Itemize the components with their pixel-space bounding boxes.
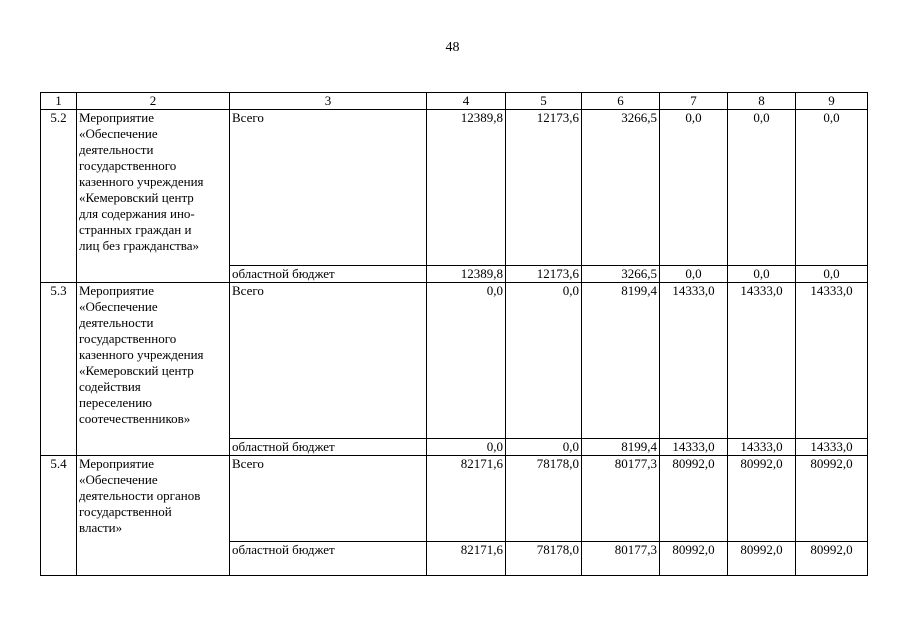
value-cell: 12173,6	[506, 110, 582, 266]
funding-source: Всего	[230, 456, 427, 542]
title-line: «Обеспечение	[79, 126, 158, 141]
value-cell: 14333,0	[728, 283, 796, 439]
column-header: 2	[77, 93, 230, 110]
value-cell: 14333,0	[796, 439, 868, 456]
budget-table	[40, 92, 868, 576]
table-row	[41, 456, 868, 542]
title-line: переселению	[79, 395, 152, 410]
value-cell: 0,0	[660, 110, 728, 266]
title-line: «Кемеровский центр	[79, 190, 194, 205]
row-index: 5.4	[41, 456, 77, 576]
table-row	[41, 110, 868, 266]
title-line: «Обеспечение	[79, 472, 158, 487]
value-cell: 80992,0	[660, 542, 728, 576]
value-cell: 0,0	[728, 266, 796, 283]
value-cell: 80177,3	[582, 542, 660, 576]
title-line: Мероприятие	[79, 456, 154, 471]
title-line: для содержания ино-	[79, 206, 195, 221]
title-line: содействия	[79, 379, 141, 394]
value-cell: 12389,8	[427, 110, 506, 266]
value-cell: 12389,8	[427, 266, 506, 283]
column-header: 5	[506, 93, 582, 110]
activity-title	[77, 110, 230, 283]
column-header: 1	[41, 93, 77, 110]
value-cell: 0,0	[506, 283, 582, 439]
activity-title	[77, 456, 230, 576]
value-cell: 82171,6	[427, 456, 506, 542]
value-cell: 0,0	[796, 266, 868, 283]
value-cell: 80992,0	[728, 456, 796, 542]
value-cell: 8199,4	[582, 439, 660, 456]
value-cell: 0,0	[728, 110, 796, 266]
title-line: государственного	[79, 331, 177, 346]
value-cell: 78178,0	[506, 456, 582, 542]
funding-source: областной бюджет	[230, 266, 427, 283]
value-cell: 0,0	[796, 110, 868, 266]
value-cell: 14333,0	[660, 283, 728, 439]
funding-source: областной бюджет	[230, 439, 427, 456]
value-cell: 14333,0	[660, 439, 728, 456]
value-cell: 80177,3	[582, 456, 660, 542]
title-line: казенного учреждения	[79, 347, 204, 362]
value-cell: 82171,6	[427, 542, 506, 576]
title-line: странных граждан и	[79, 222, 192, 237]
title-line: Мероприятие	[79, 283, 154, 298]
value-cell: 3266,5	[582, 110, 660, 266]
title-line: лиц без гражданства»	[79, 238, 200, 253]
value-cell: 78178,0	[506, 542, 582, 576]
title-line: власти»	[79, 520, 123, 535]
value-cell: 14333,0	[796, 283, 868, 439]
column-header: 8	[728, 93, 796, 110]
title-line: казенного учреждения	[79, 174, 204, 189]
title-line: государственного	[79, 158, 177, 173]
table-row	[41, 283, 868, 439]
title-line: «Кемеровский центр	[79, 363, 194, 378]
value-cell: 14333,0	[728, 439, 796, 456]
table-header-row	[41, 93, 868, 110]
funding-source: Всего	[230, 110, 427, 266]
value-cell: 3266,5	[582, 266, 660, 283]
column-header: 9	[796, 93, 868, 110]
value-cell: 80992,0	[660, 456, 728, 542]
title-line: «Обеспечение	[79, 299, 158, 314]
value-cell: 80992,0	[796, 542, 868, 576]
title-line: государственной	[79, 504, 172, 519]
column-header: 6	[582, 93, 660, 110]
row-index: 5.3	[41, 283, 77, 456]
value-cell: 0,0	[660, 266, 728, 283]
column-header: 7	[660, 93, 728, 110]
value-cell: 0,0	[427, 283, 506, 439]
value-cell: 0,0	[427, 439, 506, 456]
page-number: 48	[445, 40, 460, 55]
value-cell: 0,0	[506, 439, 582, 456]
column-header: 3	[230, 93, 427, 110]
row-index: 5.2	[41, 110, 77, 283]
column-header: 4	[427, 93, 506, 110]
title-line: деятельности	[79, 315, 154, 330]
funding-source: областной бюджет	[230, 542, 427, 576]
title-line: деятельности	[79, 142, 154, 157]
value-cell: 8199,4	[582, 283, 660, 439]
title-line: соотечественников»	[79, 411, 191, 426]
title-line: деятельности органов	[79, 488, 201, 503]
value-cell: 12173,6	[506, 266, 582, 283]
title-line: Мероприятие	[79, 110, 154, 125]
value-cell: 80992,0	[728, 542, 796, 576]
value-cell: 80992,0	[796, 456, 868, 542]
activity-title	[77, 283, 230, 456]
funding-source: Всего	[230, 283, 427, 439]
